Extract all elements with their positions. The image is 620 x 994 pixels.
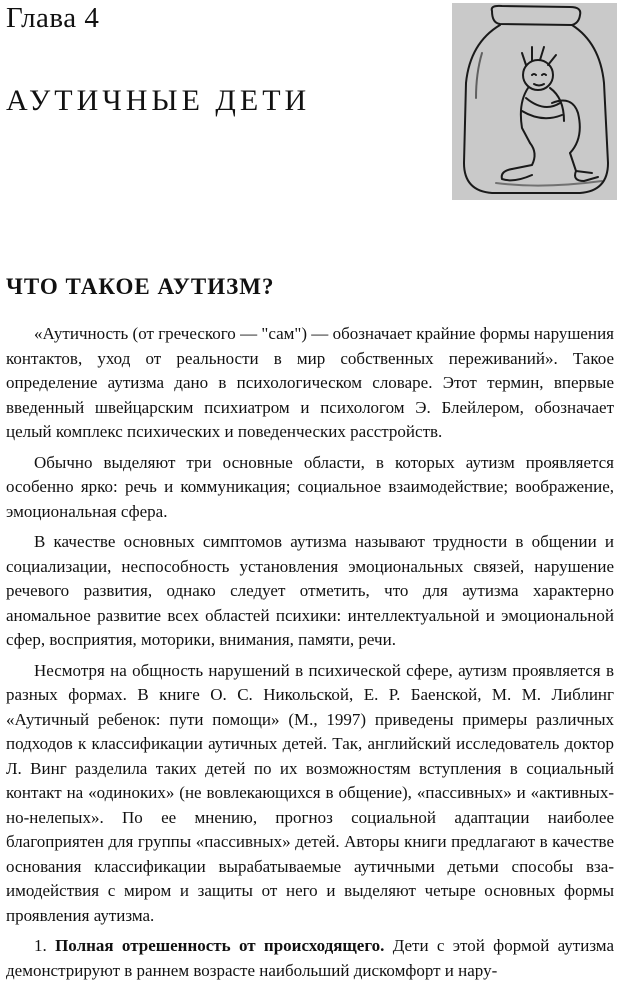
paragraph: «Аутичность (от греческого — "сам") — обозначает крайние формы нарушения контактов, уход от реальности в мир собственных переживаний». Такое определение аутизма дано в психологическом словаре. Этот термин, впервые введенный швейцарским психиатром и психологом Э. Блейлером, обозначает целый комплекс психических и поведенческих расстройств. — [6, 324, 614, 441]
list-item-title: Полная отрешенность от происходящего. — [55, 936, 385, 955]
paragraph: В качестве основных симптомов аутизма называют трудности в общении и социализации, неспособность установления эмоциональных связей, нарушение речевого развития, однако следует отметить, что для аутизма характерно аномальное развитие всех областей психики: интеллектуальной и эмоциональной сфер, восприятия, моторики, внимания, памяти, речи. — [6, 532, 614, 649]
paragraph: Несмотря на общность нарушений в психической сфере, аутизм проявляется в разных формах. В книге О. С. Никольской, Е. Р. Баенской, М. М. Либлинг «Аутичный ребенок: пути помощи» (М., 1997) приведены примеры различных подходов к классификации аутичных детей. Так, английский исследователь доктор Л. Винг разделила таких детей по их возможностям вступления в социальный контакт на «одиноких» (не вовлекающихся в общение), «пассивных» и «активных-но-нелепых». По ее мнению, прогноз социальной адаптации наиболее благоприятен для группы «пассивных» детей. Авторы книги предлагают в качестве основания классификации вырабатываемые аутичными детьми способы взаимодействия с миром и защиты от него и выделяют четыре основных формы проявления аутизма. — [6, 660, 614, 925]
section-heading: ЧТО ТАКОЕ АУТИЗМ? — [6, 274, 275, 299]
list-number: 1. — [34, 936, 56, 955]
list-item — [6, 934, 614, 983]
body-text — [6, 322, 614, 989]
chapter-label: Глава 4 — [6, 2, 100, 34]
list-item-text: Дети с этой формой аутизма демонстрируют в раннем возрасте наибольший дискомфорт и нару- — [6, 936, 614, 980]
chapter-title: АУТИЧНЫЕ ДЕТИ — [6, 84, 311, 117]
chapter-illustration — [452, 3, 617, 200]
boy-in-jar-icon — [452, 3, 617, 200]
paragraph: Обычно выделяют три основные области, в которых аутизм проявляется особенно ярко: речь и коммуникация; социальное взаимодействие; воображение, эмоциональная сфера. — [6, 452, 614, 521]
